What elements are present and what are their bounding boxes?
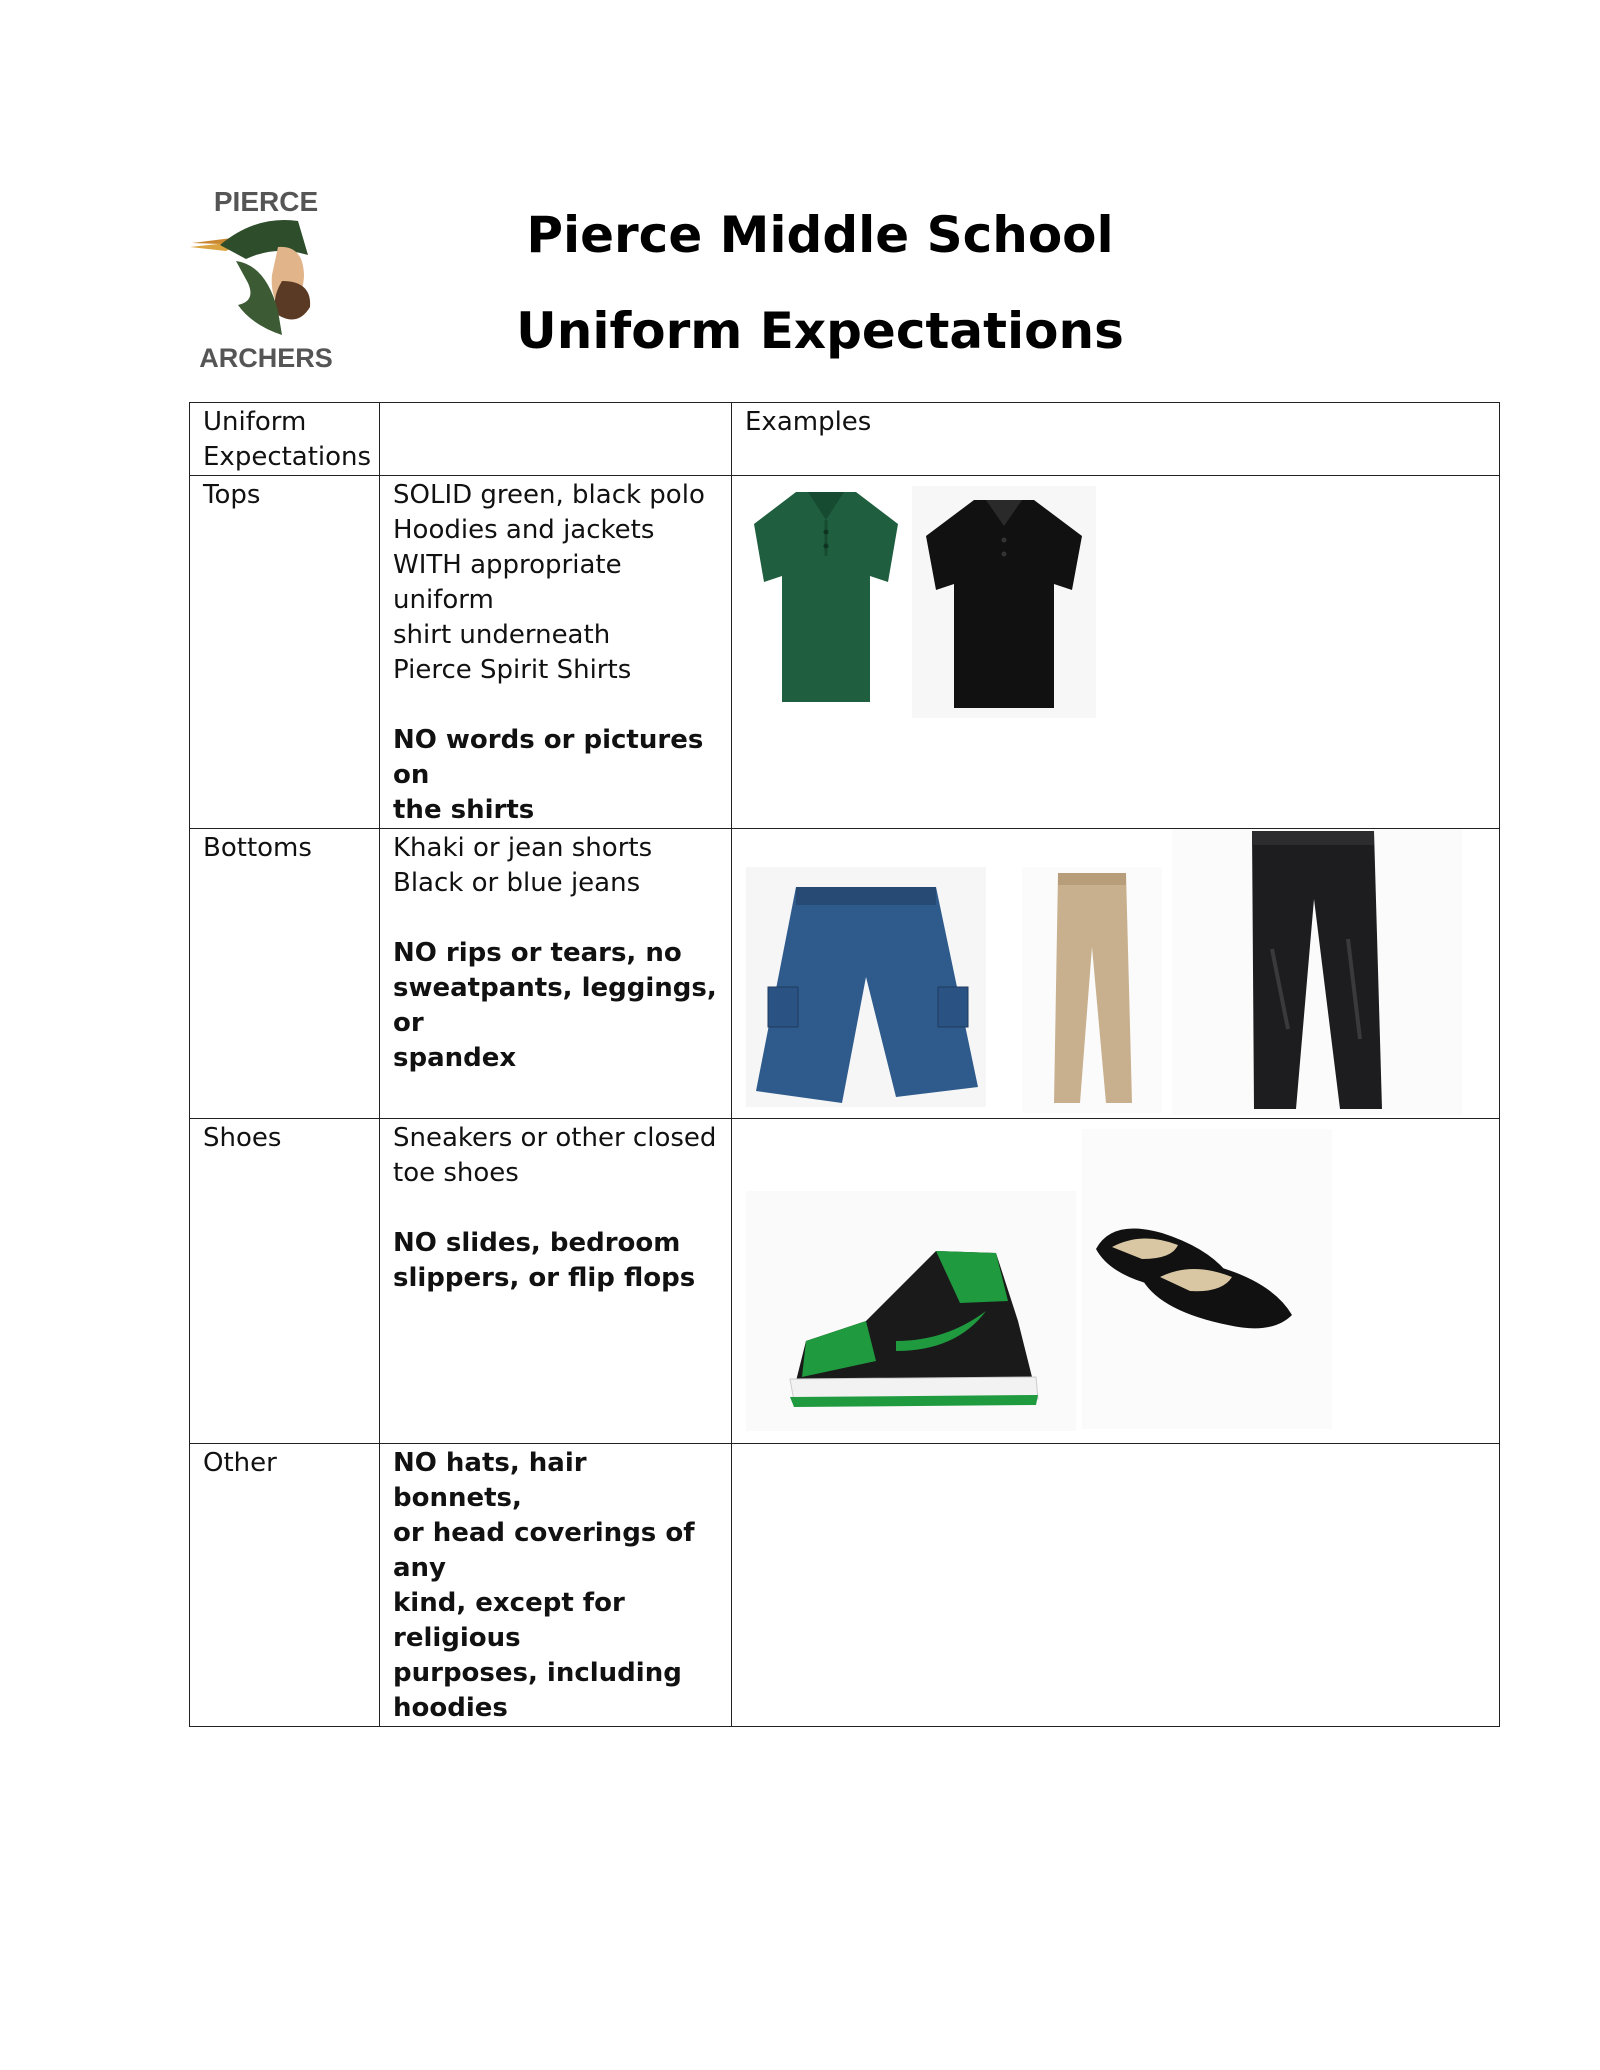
header-cell-uniform: Uniform Expectations — [190, 403, 380, 476]
text-line: toe shoes — [393, 1158, 519, 1188]
examples-tops — [732, 476, 1500, 829]
rule-line: or head coverings of any — [393, 1518, 695, 1583]
text-line: shirt underneath — [393, 620, 611, 650]
category-tops: Tops — [190, 476, 380, 829]
description-other — [380, 1444, 732, 1727]
black-jeans-icon — [1172, 829, 1462, 1115]
text-line: Sneakers or other closed — [393, 1123, 717, 1153]
table-row-shoes — [190, 1119, 1500, 1444]
denim-shorts-icon — [746, 867, 986, 1107]
table-row-bottoms — [190, 829, 1500, 1119]
header-cell-examples: Examples — [732, 403, 1500, 476]
rule-line: purposes, including — [393, 1658, 682, 1688]
school-logo — [186, 185, 346, 375]
logo-bottom-text: ARCHERS — [199, 343, 333, 373]
black-polo-shirt-icon — [912, 486, 1096, 718]
text-line: Hoodies and jackets — [393, 515, 655, 545]
page-title: Pierce Middle School — [526, 206, 1114, 264]
archer-mascot-icon — [186, 185, 346, 375]
description-bottoms — [380, 829, 732, 1119]
khaki-pants-icon — [1022, 867, 1162, 1113]
category-other: Other — [190, 1444, 380, 1727]
rule-line: spandex — [393, 1043, 517, 1073]
category-bottoms: Bottoms — [190, 829, 380, 1119]
rule-line: hoodies — [393, 1693, 508, 1723]
text-line: WITH appropriate uniform — [393, 550, 622, 615]
black-flats-icon — [1082, 1129, 1332, 1429]
examples-other — [732, 1444, 1500, 1727]
rule-line: the shirts — [393, 795, 535, 825]
table-row-other — [190, 1444, 1500, 1727]
examples-shoes — [732, 1119, 1500, 1444]
table-header-row — [190, 403, 1500, 476]
description-tops — [380, 476, 732, 829]
text-line: Khaki or jean shorts — [393, 833, 653, 863]
text-line: SOLID green, black polo — [393, 480, 705, 510]
rule-line: NO hats, hair bonnets, — [393, 1448, 587, 1513]
green-polo-shirt-icon — [746, 486, 906, 708]
examples-bottoms — [732, 829, 1500, 1119]
rule-line: kind, except for religious — [393, 1588, 625, 1653]
rule-line: NO words or pictures on — [393, 725, 704, 790]
uniform-table — [189, 402, 1500, 1727]
text-line: Black or blue jeans — [393, 868, 641, 898]
green-black-sneaker-icon — [746, 1191, 1076, 1431]
rule-line: NO slides, bedroom — [393, 1228, 681, 1258]
page-subtitle: Uniform Expectations — [516, 302, 1124, 360]
header-cell-blank — [380, 403, 732, 476]
rule-line: NO rips or tears, no — [393, 938, 682, 968]
description-shoes — [380, 1119, 732, 1444]
table-row-tops — [190, 476, 1500, 829]
rule-line: sweatpants, leggings, or — [393, 973, 717, 1038]
logo-top-text: PIERCE — [213, 186, 319, 217]
category-shoes: Shoes — [190, 1119, 380, 1444]
text-line: Pierce Spirit Shirts — [393, 655, 632, 685]
rule-line: slippers, or flip flops — [393, 1263, 696, 1293]
